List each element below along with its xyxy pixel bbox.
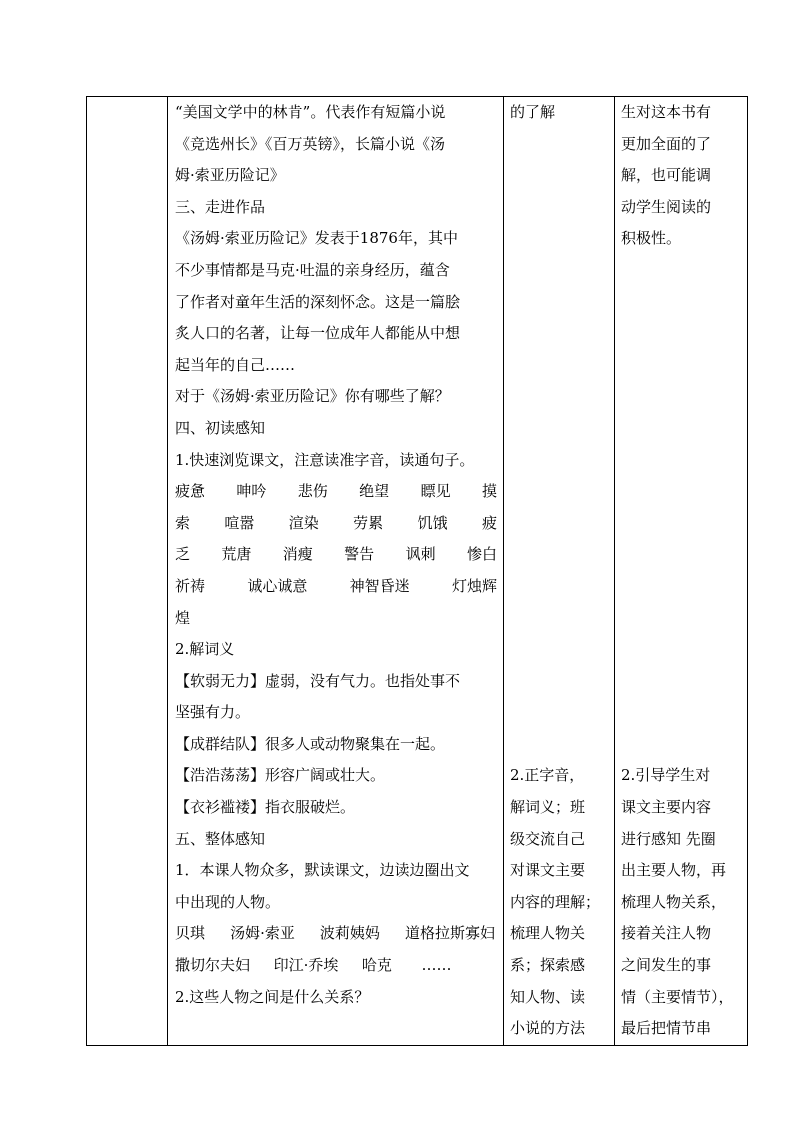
vocab-word: 渲染	[288, 513, 319, 532]
vocab-row	[175, 508, 497, 540]
intent-line: 梳理人物关系，	[621, 892, 727, 911]
definition-line: 【成群结队】很多人或动物聚集在一起。	[175, 734, 446, 753]
vocab-word: 惨白	[466, 545, 497, 564]
vocab-word: 呻吟	[236, 482, 267, 501]
vocab-row	[175, 476, 497, 508]
character-name: 撒切尔夫妇	[175, 956, 251, 975]
content-line: 起当年的自己……	[175, 355, 296, 374]
vocab-word: 疲	[481, 513, 497, 532]
vocab-row	[175, 539, 497, 571]
vocab-word: 诚心诚意	[247, 576, 308, 595]
vocab-word: 乏	[175, 545, 191, 564]
student-activity-cell	[504, 97, 615, 1046]
content-line: 不少事情都是马克·吐温的亲身经历，蕴含	[175, 260, 450, 279]
definition-line: 【软弱无力】虚弱，没有气力。也指处事不	[175, 671, 461, 690]
character-row	[175, 918, 497, 950]
vocab-word: 索	[175, 513, 191, 532]
intent-line: 接着关注人物	[621, 924, 712, 943]
activity-line: 梳理人物关	[510, 924, 586, 943]
vocab-word: 悲伤	[297, 482, 328, 501]
intent-line: 动学生阅读的	[621, 197, 712, 216]
task-line: 中出现的人物。	[175, 892, 281, 911]
activity-line: 级交流自己	[510, 829, 586, 848]
task-line: 1.快速浏览课文，注意读准字音，读通句子。	[175, 450, 475, 469]
vocab-word: 讽刺	[405, 545, 436, 564]
vocab-word: 劳累	[353, 513, 384, 532]
intent-line: 课文主要内容	[621, 798, 712, 817]
vocab-word: 神智昏迷	[349, 576, 410, 595]
activity-line: 解词义；班	[510, 798, 586, 817]
content-line: 《竞选州长》《百万英镑》，长篇小说《汤	[175, 134, 446, 153]
activity-line: 对课文主要	[510, 861, 586, 880]
vocab-word: 饥饿	[417, 513, 448, 532]
character-name: 贝琪	[175, 924, 206, 943]
content-line: 炙人口的名著，让每一位成年人都能从中想	[175, 324, 461, 343]
section-heading: 五、整体感知	[175, 829, 266, 848]
task-line: 2.解词义	[175, 640, 235, 659]
intent-line: 解，也可能调	[621, 166, 712, 185]
intent-line: 出主要人物，再	[621, 861, 727, 880]
vocab-word: 祈祷	[175, 576, 206, 595]
content-line: 姆·索亚历险记》	[175, 166, 285, 185]
vocab-word-wrap: 煌	[175, 608, 191, 627]
content-line: 了作者对童年生活的深刻怀念。这是一篇脍	[175, 292, 461, 311]
vocab-word: 荒唐	[221, 545, 252, 564]
intent-line: 2.引导学生对	[621, 766, 711, 785]
intent-line: 之间发生的事	[621, 956, 712, 975]
content-line: “美国文学中的林肯”。代表作有短篇小说	[175, 103, 446, 121]
question-line: 对于《汤姆·索亚历险记》你有哪些了解？	[175, 387, 450, 406]
character-name: 汤姆·索亚	[230, 924, 295, 943]
character-name: 印江·乔埃	[273, 956, 339, 975]
vocab-word: 喧嚣	[224, 513, 255, 532]
character-name: 道格拉斯寡妇	[404, 924, 495, 943]
vocab-word: 绝望	[359, 482, 390, 501]
intent-line: 更加全面的了	[621, 134, 712, 153]
intent-line: 进行感知 先圈	[621, 829, 716, 848]
definition-line: 坚强有力。	[175, 703, 251, 722]
section-heading: 四、初读感知	[175, 418, 266, 437]
character-name: 哈克	[361, 956, 392, 975]
stage-column-cell	[87, 97, 168, 1046]
design-intent-cell	[615, 97, 748, 1046]
character-name: 波莉姨妈	[319, 924, 380, 943]
task-line: 1．本课人物众多，默读课文，边读边圈出文	[175, 861, 470, 880]
activity-line: 小说的方法	[510, 1019, 586, 1038]
vocab-row	[175, 571, 497, 603]
vocab-word: 消瘦	[282, 545, 313, 564]
section-heading: 三、走进作品	[175, 197, 266, 216]
intent-line: 情（主要情节），	[621, 987, 734, 1006]
question-line: 2.这些人物之间是什么关系？	[175, 987, 370, 1006]
activity-line: 内容的理解；	[510, 892, 601, 911]
character-row	[175, 950, 497, 982]
definition-line: 【衣衫褴褛】指衣服破烂。	[175, 798, 356, 817]
activity-line: 系；探索感	[510, 956, 586, 975]
vocab-word: 警告	[344, 545, 375, 564]
intent-line: 最后把情节串	[621, 1019, 712, 1038]
vocab-word: 摸	[481, 482, 497, 501]
activity-line: 知人物、读	[510, 987, 586, 1006]
vocab-word: 疲惫	[175, 482, 206, 501]
character-name: ……	[421, 956, 452, 975]
vocab-word: 灯烛辉	[451, 576, 497, 595]
teaching-content-cell	[168, 97, 504, 1046]
vocab-word: 瞟见	[420, 482, 451, 501]
content-line: 《汤姆·索亚历险记》发表于1876年，其中	[175, 229, 458, 248]
table-row	[87, 97, 748, 1046]
lesson-plan-table	[86, 96, 748, 1046]
intent-line: 生对这本书有	[621, 103, 712, 121]
intent-line: 积极性。	[621, 229, 682, 248]
activity-line: 2.正字音，	[510, 766, 585, 785]
activity-line: 的了解	[510, 103, 556, 121]
definition-line: 【浩浩荡荡】形容广阔或壮大。	[175, 766, 386, 785]
